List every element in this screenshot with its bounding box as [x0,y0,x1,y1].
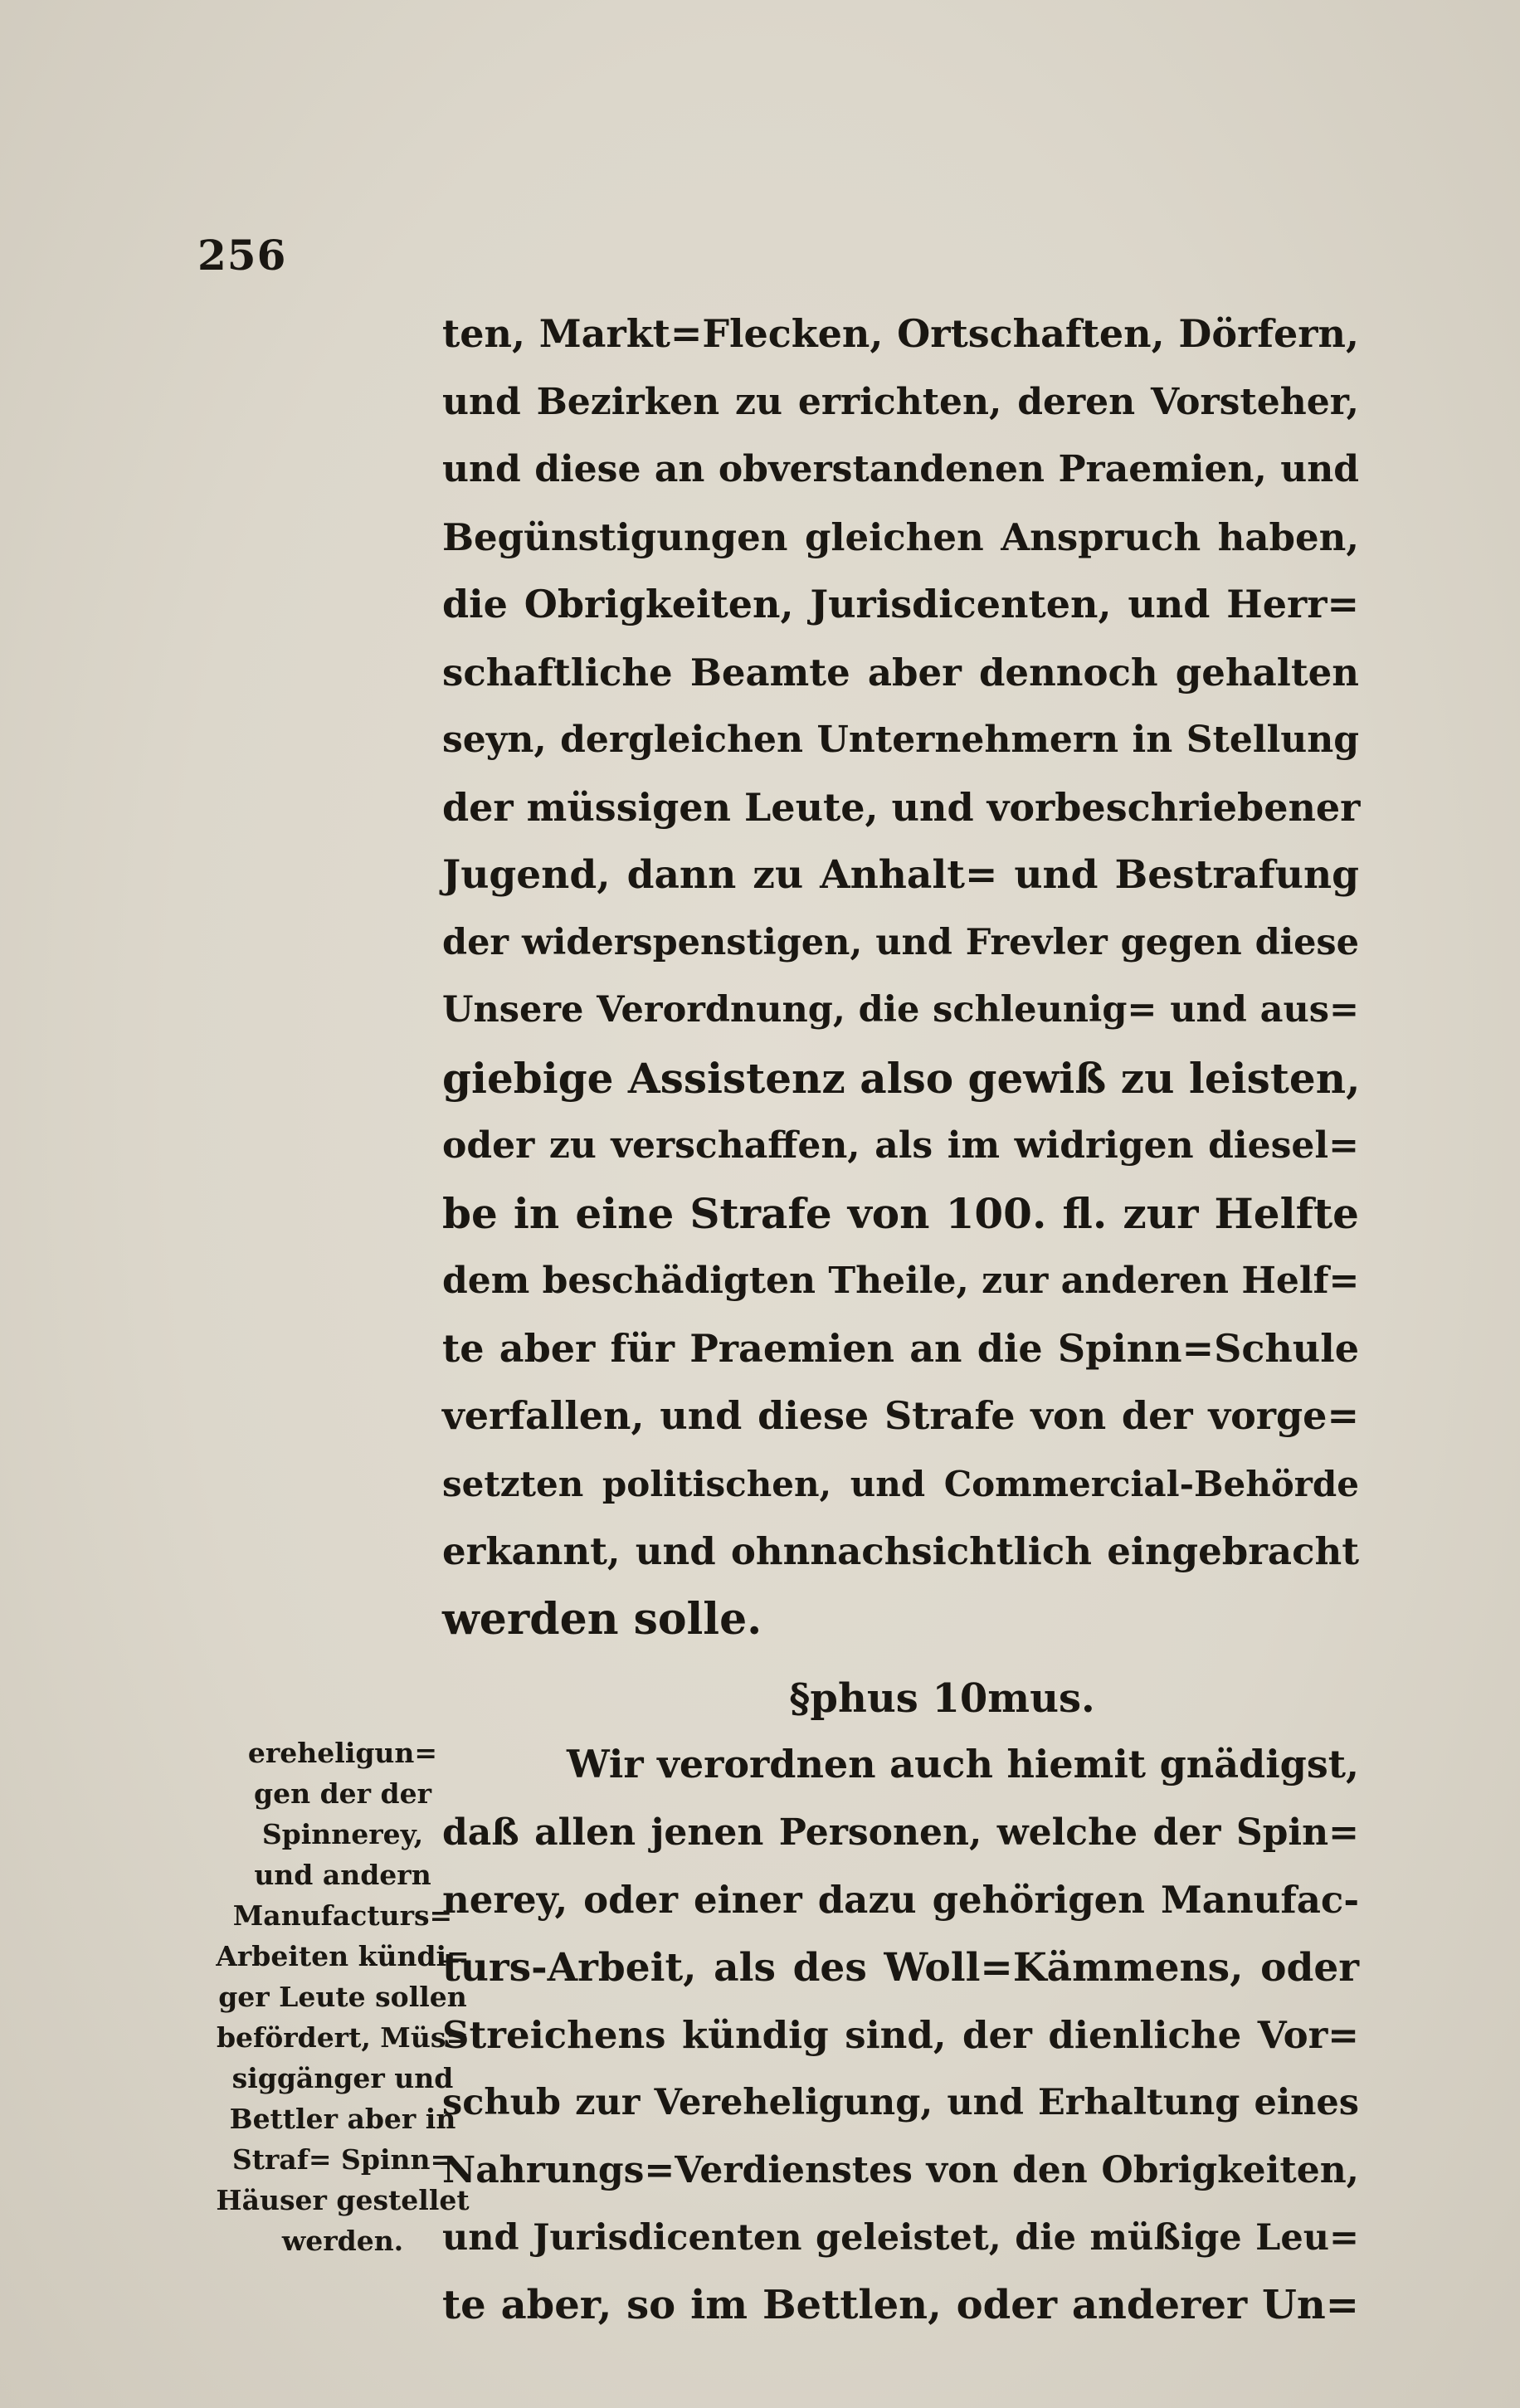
text-line: ten, Markt=Flecken, Ortschaften, Dörfern, [442,311,1359,356]
text-line: die Obrigkeiten, Jurisdicenten, und Herr= [442,582,1359,626]
text-line: Jugend, dann zu Anhalt= und Bestrafung [442,852,1359,898]
text-line: werden solle. [442,1593,762,1645]
text-line: giebige Assistenz also gewiß zu leisten, [442,1053,1361,1103]
text-line: der widerspenstigen, und Frevler gegen diese [442,921,1359,963]
text-line: nerey, oder einer dazu gehörigen Manufac- [442,1878,1359,1922]
text-line: seyn, dergleichen Unternehmern in Stellung [442,719,1359,761]
text-line: Unsere Verordnung, die schleunig= und aus= [442,989,1359,1031]
text-line: be in eine Strafe von 100. fl. zur Helfte [442,1188,1359,1238]
margin-note-line: Bettler aber in [229,2103,456,2135]
text-line: und Jurisdicenten geleistet, die müßige Leu= [442,2216,1359,2259]
margin-note-line: Manufacturs= [232,1899,453,1932]
text-line: Wir verordnen auch hiemit gnädigst, [567,1742,1359,1787]
text-line: te aber, so im Bettlen, oder anderer Un= [442,2282,1359,2328]
text-line: turs-Arbeit, als des Woll=Kämmens, oder [442,1944,1359,1991]
margin-note-line: siggänger und [231,2062,454,2094]
margin-note-line: befördert, Müs= [216,2021,470,2054]
text-line: erkannt, und ohnnachsichtlich eingebracht [442,1529,1359,1573]
text-line: daß allen jenen Personen, welche der Spin= [442,1811,1359,1854]
text-line: verfallen, und diese Strafe von der vorge= [442,1393,1359,1438]
margin-note-line: Häuser gestellet [216,2184,470,2216]
text-line: und diese an obverstandenen Praemien, und [442,448,1359,490]
margin-note-line: und andern [254,1859,431,1891]
text-line: te aber für Praemien an die Spinn=Schule [442,1325,1359,1371]
text-line: schub zur Vereheligung, und Erhaltung eines [442,2081,1359,2123]
margin-note-line: ereheligun= [247,1737,438,1769]
text-line: Begünstigungen gleichen Anspruch haben, [442,514,1359,559]
margin-note-line: gen der der [254,1777,431,1810]
margin-note-line: Arbeiten kündi= [216,1940,470,1972]
page-number: 256 [197,231,287,280]
text-line: schaftliche Beamte aber dennoch gehalten [442,650,1359,695]
text-line: Nahrungs=Verdienstes von den Obrigkeiten, [442,2149,1359,2191]
text-line: oder zu verschaffen, als im widrigen diesel= [442,1124,1359,1167]
margin-note-line: ger Leute sollen [218,1981,467,2013]
text-line: der müssigen Leute, und vorbeschriebener [442,784,1361,830]
margin-note [214,1733,471,2261]
margin-note-line: Straf= Spinn= [231,2143,454,2176]
text-line: dem beschädigten Theile, zur anderen Helf= [442,1260,1360,1302]
text-line: setzten politischen, und Commercial-Behörde [442,1463,1359,1504]
text-line: und Bezirken zu errichten, deren Vorsteher, [442,380,1359,423]
margin-note-line: Spinnerey, [261,1818,424,1850]
main-text-column [442,300,1359,2340]
section-heading: §phus 10mus. [789,1675,1095,1722]
text-line: Streichens kündig sind, der dienliche Vor= [442,2013,1359,2057]
margin-note-line: werden. [281,2225,404,2257]
